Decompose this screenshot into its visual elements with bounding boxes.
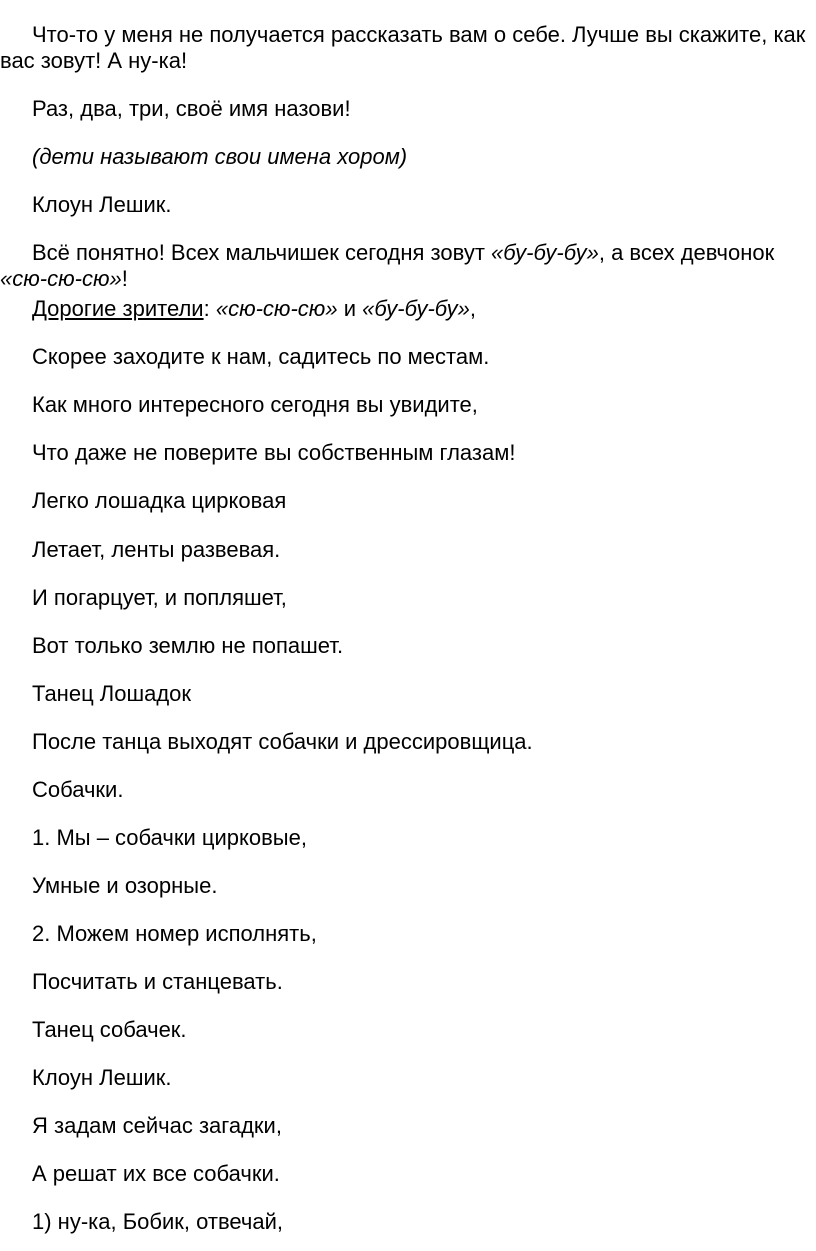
italic-run: «бу-бу-бу» [491, 240, 599, 265]
text-run: Всё понятно! Всех мальчишек сегодня зовут [32, 240, 492, 265]
verse-line: Что даже не поверите вы собственным глазам! [32, 440, 516, 465]
italic-run: «сю-сю-сю» [0, 266, 122, 291]
verse-line: Скорее заходите к нам, садитесь по местам. [32, 344, 490, 369]
scene-title: Танец собачек. [32, 1017, 187, 1042]
verse-line: Вот только землю не попашет. [32, 633, 344, 658]
speaker-label: Клоун Лешик. [32, 1065, 172, 1090]
verse-line: Умные и озорные. [32, 873, 218, 898]
text-run: и [337, 296, 363, 321]
italic-run: «сю-сю-сю» [215, 296, 338, 321]
verse-line: Летает, ленты развевая. [32, 537, 281, 562]
verse-line: А решат их все собачки. [32, 1161, 280, 1186]
text-run: , а всех девчонок [598, 240, 775, 265]
verse-line: Посчитать и станцевать. [32, 969, 283, 994]
text-run: : [203, 296, 216, 321]
verse-line: Как много интересного сегодня вы увидите, [32, 392, 478, 417]
speaker-label: Собачки. [32, 777, 124, 802]
paragraph-intro: Что-то у меня не получается рассказать вам о себе. Лучше вы скажите, как вас зовут! А ну-ка! [0, 22, 806, 73]
text-run: ! [121, 266, 128, 291]
speaker-label: Клоун Лешик. [32, 192, 172, 217]
verse-line: Легко лошадка цирковая [32, 488, 287, 513]
scene-title: Танец Лошадок [32, 681, 192, 706]
paragraph-greeting [0, 296, 810, 322]
verse-line: 1) ну-ка, Бобик, отвечай, [32, 1209, 284, 1234]
italic-run: «бу-бу-бу» [362, 296, 470, 321]
verse-line: И погарцует, и попляшет, [32, 585, 287, 610]
paragraph-names [0, 240, 810, 292]
verse-line: 2. Можем номер исполнять, [32, 921, 317, 946]
verse-line: Я задам сейчас загадки, [32, 1113, 282, 1138]
stage-direction: После танца выходят собачки и дрессировщица. [32, 729, 533, 754]
paragraph-name-call: Раз, два, три, своё имя назови! [32, 96, 351, 121]
stage-direction: (дети называют свои имена хором) [32, 144, 408, 169]
verse-line: 1. Мы – собачки цирковые, [32, 825, 307, 850]
underlined-run: Дорогие зрители [32, 296, 204, 321]
text-run: , [469, 296, 477, 321]
